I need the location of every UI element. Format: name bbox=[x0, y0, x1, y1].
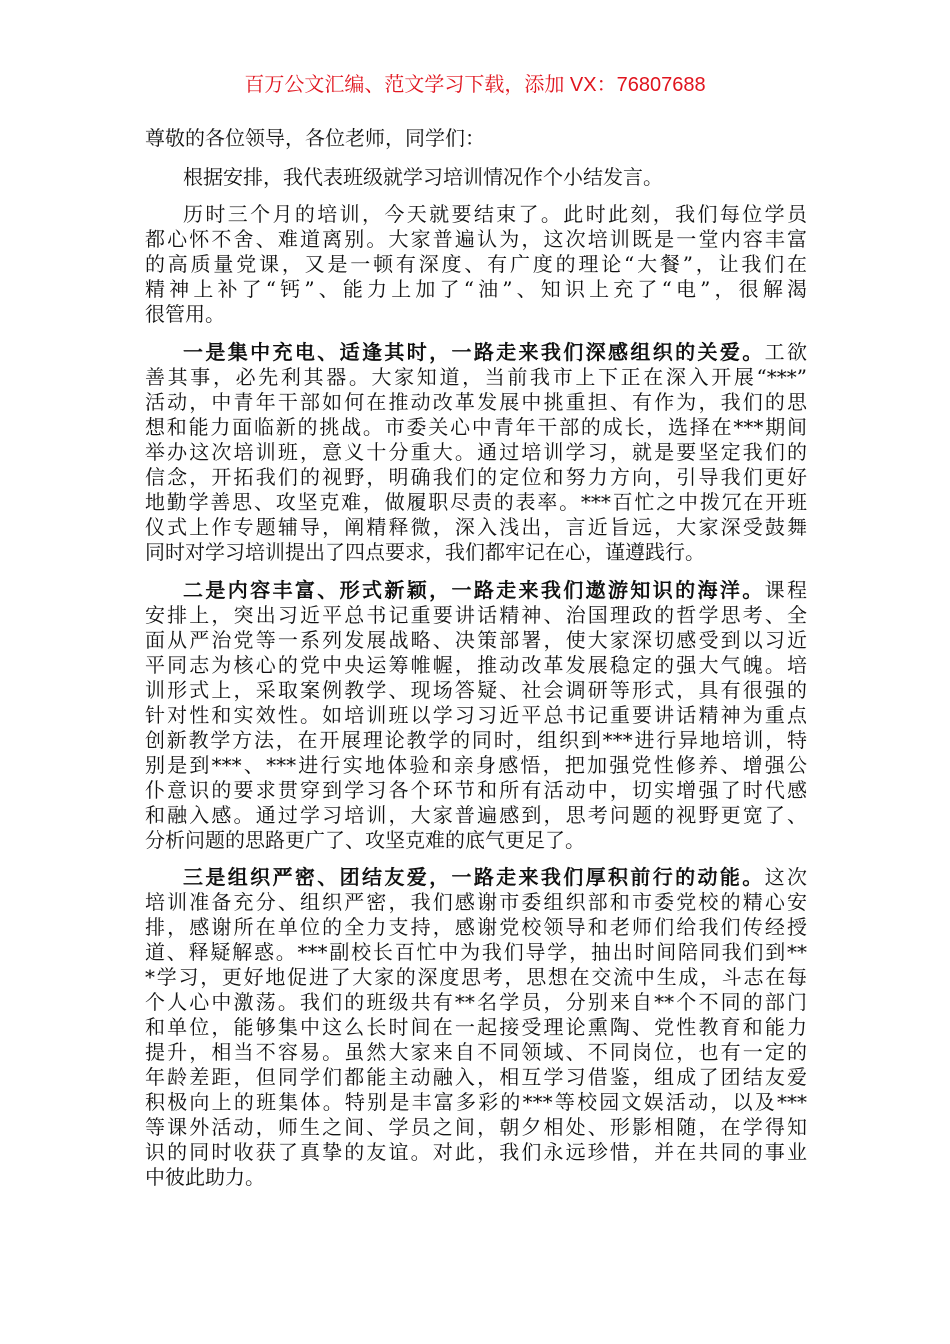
text-line: 创新教学方法，在开展理论教学的同时，组织到***进行异地培训，特 bbox=[145, 728, 807, 752]
paragraph-lead-heading: 一是集中充电、适逢其时，一路走来我们深感组织的关爱。 bbox=[183, 340, 765, 364]
paragraph bbox=[145, 865, 807, 1190]
text-line: 信念，开拓我们的视野，明确我们的定位和努力方向，引导我们更好 bbox=[145, 465, 807, 489]
paragraph-lead-heading: 三是组织严密、团结友爱，一路走来我们厚积前行的动能。 bbox=[183, 865, 765, 889]
text-line: 根据安排，我代表班级就学习培训情况作个小结发言。 bbox=[183, 165, 663, 189]
text-line: 历时三个月的培训，今天就要结束了。此时此刻，我们每位学员 bbox=[183, 202, 807, 226]
text-line: 的高质量党课，又是一顿有深度、有广度的理论“大餐”，让我们在 bbox=[145, 252, 807, 276]
watermark-header: 百万公文汇编、范文学习下载，添加 VX：76807688 bbox=[244, 74, 706, 96]
text-line: 平同志为核心的党中央运筹帷幄，推动改革发展稳定的强大气魄。培 bbox=[145, 653, 807, 677]
text-line: 积极向上的班集体。特别是丰富多彩的***等校园文娱活动，以及*** bbox=[145, 1090, 807, 1114]
text-line: 仪式上作专题辅导，阐精释微，深入浅出，言近旨远，大家深受鼓舞 bbox=[145, 515, 807, 539]
text-line: 中彼此助力。 bbox=[145, 1165, 265, 1189]
text-line: 二是内容丰富、形式新颖，一路走来我们遨游知识的海洋。课程 bbox=[183, 578, 808, 602]
text-line: 善其事，必先利其器。大家知道，当前我市上下正在深入开展“***” bbox=[145, 365, 807, 389]
paragraph bbox=[145, 165, 807, 190]
text-line: 年龄差距，但同学们都能主动融入，相互学习借鉴，组成了团结友爱 bbox=[145, 1065, 807, 1089]
text-line: 三是组织严密、团结友爱，一路走来我们厚积前行的动能。这次 bbox=[183, 865, 808, 889]
text-line: *学习，更好地促进了大家的深度思考，思想在交流中生成，斗志在每 bbox=[145, 965, 807, 989]
text-line: 和融入感。通过学习培训，大家普遍感到，思考问题的视野更宽了、 bbox=[145, 803, 807, 827]
text-line: 地勤学善思、攻坚克难，做履职尽责的表率。***百忙之中拨冗在开班 bbox=[145, 490, 807, 514]
text-line: 一是集中充电、适逢其时，一路走来我们深感组织的关爱。工欲 bbox=[183, 340, 808, 364]
text-line: 精神上补了“钙”、能力上加了“油”、知识上充了“电”，很解渴 bbox=[145, 277, 807, 301]
text-line: 等课外活动，师生之间、学员之间，朝夕相处、形影相随，在学得知 bbox=[145, 1115, 807, 1139]
text-line: 很管用。 bbox=[145, 302, 225, 326]
text-line: 个人心中激荡。我们的班级共有**名学员，分别来自**个不同的部门 bbox=[145, 990, 807, 1014]
text-line: 识的同时收获了真挚的友谊。对此，我们永远珍惜，并在共同的事业 bbox=[145, 1140, 807, 1164]
text-line: 活动，中青年干部如何在推动改革发展中挑重担、有作为，我们的思 bbox=[145, 390, 807, 414]
text-line: 针对性和实效性。如培训班以学习习近平总书记重要讲话精神为重点 bbox=[145, 703, 807, 727]
text-line: 培训准备充分、组织严密，我们感谢市委组织部和市委党校的精心安 bbox=[145, 890, 807, 914]
paragraph bbox=[145, 202, 807, 327]
text-line: 举办这次培训班，意义十分重大。通过培训学习，就是要坚定我们的 bbox=[145, 440, 807, 464]
paragraph bbox=[145, 578, 807, 853]
text-line: 排，感谢所在单位的全力支持，感谢党校领导和老师们给我们传经授 bbox=[145, 915, 807, 939]
text-line: 道、释疑解惑。***副校长百忙中为我们导学，抽出时间陪同我们到** bbox=[145, 940, 807, 964]
text-line: 仆意识的要求贯穿到学习各个环节和所有活动中，切实增强了时代感 bbox=[145, 778, 807, 802]
text-line: 面从严治党等一系列发展战略、决策部署，使大家深切感受到以习近 bbox=[145, 628, 807, 652]
text-line: 同时对学习培训提出了四点要求，我们都牢记在心，谨遵践行。 bbox=[145, 540, 705, 564]
text-line: 和单位，能够集中这么长时间在一起接受理论熏陶、党性教育和能力 bbox=[145, 1015, 807, 1039]
paragraph-lead-heading: 二是内容丰富、形式新颖，一路走来我们遨游知识的海洋。 bbox=[183, 578, 765, 602]
paragraph bbox=[145, 340, 807, 565]
text-line: 别是到***、***进行实地体验和亲身感悟，把加强党性修养、增强公 bbox=[145, 753, 807, 777]
text-line: 都心怀不舍、难道离别。大家普遍认为，这次培训既是一堂内容丰富 bbox=[145, 227, 807, 251]
paragraph bbox=[145, 126, 807, 151]
text-line: 安排上，突出习近平总书记重要讲话精神、治国理政的哲学思考、全 bbox=[145, 603, 807, 627]
text-line: 尊敬的各位领导，各位老师，同学们： bbox=[145, 126, 485, 150]
text-line: 想和能力面临新的挑战。市委关心中青年干部的成长，选择在***期间 bbox=[145, 415, 807, 439]
text-line: 提升，相当不容易。虽然大家来自不同领域、不同岗位，也有一定的 bbox=[145, 1040, 807, 1064]
text-line: 训形式上，采取案例教学、现场答疑、社会调研等形式，具有很强的 bbox=[145, 678, 807, 702]
text-line: 分析问题的思路更广了、攻坚克难的底气更足了。 bbox=[145, 828, 585, 852]
